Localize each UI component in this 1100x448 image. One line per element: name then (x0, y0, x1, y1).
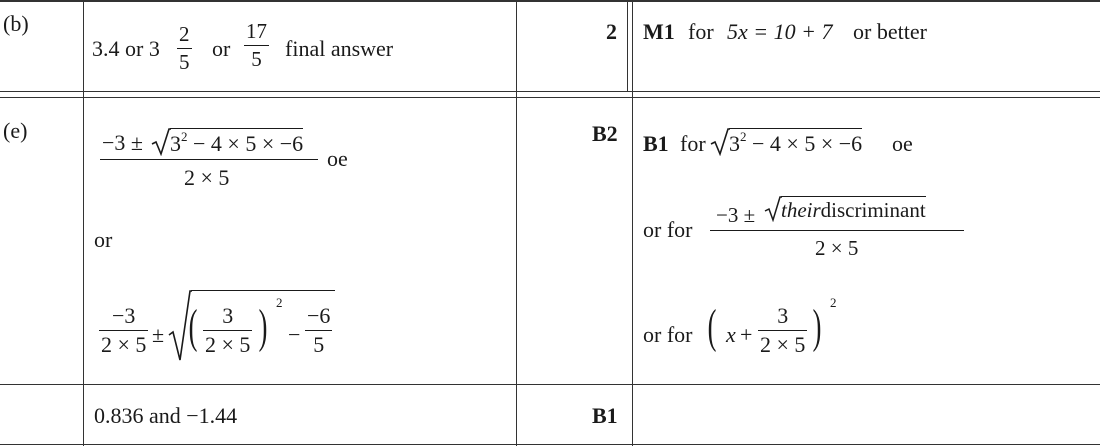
radicand-exp: 2 (740, 129, 747, 144)
denominator: 2 × 5 (101, 332, 147, 357)
numerator: −3 (112, 303, 136, 328)
plus-minus: ± (152, 322, 165, 347)
guidance-b-code: M1 (643, 19, 675, 44)
radicand-their: their (781, 198, 821, 222)
fraction-bar (99, 330, 148, 331)
part-label-e: (e) (3, 118, 28, 143)
guidance-2-radicand (781, 196, 926, 221)
answer-1-num-pre: −3 ± (102, 130, 143, 155)
guidance-2-num-pre: −3 ± (716, 203, 756, 227)
fraction-bar (244, 45, 269, 46)
final-answer-text: final answer (285, 36, 394, 61)
or-text: or (212, 36, 231, 61)
mixed-denominator: 5 (179, 50, 190, 74)
numerator: −6 (307, 303, 331, 328)
denominator: 2 × 5 (205, 332, 251, 357)
guidance-e-code: B1 (643, 131, 669, 156)
radicand-base: 3 (170, 131, 181, 156)
mark-final: B1 (592, 403, 618, 428)
answer-b-text: 3.4 or 3 (92, 36, 160, 61)
answer-2-minus: − (288, 322, 301, 347)
guidance-e-radicand (729, 128, 862, 155)
guidance-2-den: 2 × 5 (815, 236, 859, 260)
answer-2-frac-1 (99, 305, 148, 356)
denominator: 2 × 5 (760, 332, 806, 357)
col-divider-1 (83, 0, 84, 446)
final-answer: 0.836 and −1.44 (94, 403, 238, 428)
mark-e: B2 (592, 121, 618, 146)
guidance-e-for: for (680, 131, 706, 156)
answer-2-exp: 2 (276, 295, 283, 310)
guidance-b-post: or better (853, 19, 927, 44)
left-paren: ( (707, 300, 717, 353)
guidance-2-bar (710, 230, 964, 231)
guidance-3-exp: 2 (830, 295, 837, 310)
or-text: or (94, 227, 113, 252)
mixed-numerator: 2 (179, 22, 190, 46)
mixed-fraction (177, 24, 192, 73)
fraction-bar (203, 330, 252, 331)
rule-e-top (0, 97, 1100, 98)
radicand-base: 3 (729, 131, 740, 156)
guidance-b-for: for (688, 19, 714, 44)
answer-1-radicand (170, 128, 303, 155)
col-divider-3b (627, 0, 628, 91)
improper-numerator: 17 (246, 19, 267, 43)
improper-denominator: 5 (251, 47, 262, 71)
radicand-discriminant: discriminant (820, 198, 926, 222)
answer-2-frac-3 (305, 305, 332, 356)
answer-1-oe: oe (327, 146, 348, 171)
radical-sign (151, 128, 171, 156)
rule-final-top (0, 384, 1100, 385)
rule-top (0, 0, 1100, 2)
denominator: 5 (313, 332, 325, 357)
col-divider-3 (632, 0, 633, 446)
numerator: 3 (222, 303, 234, 328)
fraction-bar (305, 330, 332, 331)
answer-1-den: 2 × 5 (184, 165, 230, 190)
guidance-3-x: x (726, 322, 736, 347)
radicand-rest: − 4 × 5 × −6 (746, 131, 863, 156)
rule-bottom (0, 444, 1100, 445)
fraction-bar (177, 48, 192, 49)
radicand-exp: 2 (181, 129, 188, 144)
answer-1-bar (100, 159, 318, 160)
radical-overline (191, 290, 335, 291)
numerator: 3 (777, 303, 789, 328)
guidance-e-orfor-2: or for (643, 322, 693, 347)
col-divider-2 (516, 0, 517, 446)
mark-b: 2 (606, 19, 617, 44)
rule-b-bottom (0, 91, 1100, 92)
fraction-bar (758, 330, 807, 331)
guidance-e-orfor-1: or for (643, 217, 693, 242)
answer-2-frac-2 (203, 305, 252, 356)
left-paren: ( (188, 300, 198, 353)
radical-sign (710, 128, 730, 156)
improper-fraction (244, 21, 269, 70)
guidance-3-plus: + (740, 322, 753, 347)
guidance-3-frac (758, 305, 807, 356)
right-paren: ) (812, 300, 822, 353)
radicand-rest: − 4 × 5 × −6 (187, 131, 304, 156)
guidance-e-oe: oe (892, 131, 913, 156)
guidance-b-equation: 5x = 10 + 7 (727, 19, 833, 44)
radical-sign (764, 196, 782, 222)
right-paren: ) (258, 300, 268, 353)
part-label-b: (b) (3, 11, 29, 36)
